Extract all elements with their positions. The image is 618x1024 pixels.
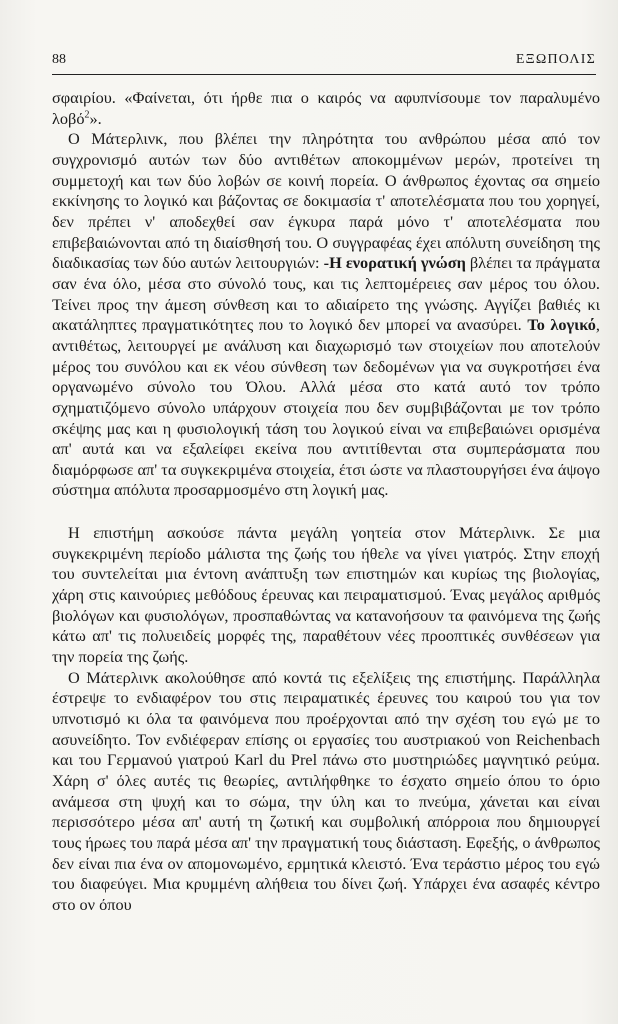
running-head: ΕΞΩΠΟΛΙΣ [515, 52, 596, 67]
page-header [52, 52, 596, 75]
paragraph-1-text: σφαιρίου. «Φαίνεται, ότι ήρθε πια ο καιρός να αφυπνίσουμε τον παραλυμένο λοβό [52, 88, 600, 128]
paragraph-2-part-2: βλέπει τα πράγματα σαν ένα όλο, μέσα στο σύνολό τους, και τις λεπτομέρειες σαν μέρος του όλου. Τείνει προς την άμεση σύνθεση και το αδιαίρετο της γνώσης. Αγγίζει βαθιές κι ακατάληπτες πραγματικότητες που το λογικό δεν μπορεί να ανασύρει. [52, 253, 600, 335]
footnote-marker: 2 [84, 109, 90, 121]
paragraph-1 [52, 88, 600, 129]
bold-term-intuitive-knowledge: -Η ενορατική γνώση [323, 253, 466, 273]
paragraph-4: Ο Μάτερλινκ ακολούθησε από κοντά τις εξελίξεις της επιστήμης. Παράλληλα έστρεψε το ενδιαφέρον του στις πειραματικές έρευνες του καιρού του για τον υπνοτισμό κι όλα τα φαινόμενα που προέρχονται από την σχέση του εγώ με το ασυνείδητο. Τον ενδιέφεραν επίσης οι εργασίες του αυστριακού von Reichenbach και του Γερμανού γιατρού Karl du Prel πάνω στο μυστηριώδες μαγνητικό ρεύμα. Χάρη σ' όλες αυτές τις θεωρίες, αντιλήφθηκε το έσχατο σημείο όπου το όριο ανάμεσα στη ψυχή και το σώμα, την ύλη και το πνεύμα, χάνεται και είναι περισσότερο μέσα απ' αυτή τη ζωτική και συμβολική απόρροια που δημιουργεί τους ήρωες του παρά μέσα απ' την πραγματική τους διάσταση. Εφεξής, ο άνθρωπος δεν είναι πια ένα ον απομονωμένο, ερμητικά κλειστό. Ένα τεράστιο μέρος του εγώ του διαφεύγει. Μια κρυμμένη αλήθεια του δίνει ζωή. Υπάρχει ένα ασαφές κέντρο στο ον όπου [52, 667, 600, 914]
bold-term-logic: Το λογικό [527, 315, 596, 335]
paragraph-2 [52, 129, 600, 501]
body-text [52, 88, 600, 916]
page-number: 88 [52, 52, 66, 67]
paragraph-2-part-1: Ο Μάτερλινκ, που βλέπει την πληρότητα του ανθρώπου μέσα από τον συγχρονισμό αυτών των δύο αντιθέτων αποκομμένων μερών, προτείνει τη συμμετοχή και των δύο λοβών σε κοινή πορεία. Ο άνθρωπος έχοντας σα σημείο εκκίνησης το λογικό και βάζοντας σε δοκιμασία τ' αποτελέσματα που του χορηγεί, δεν πρέπει ν' αποδεχθεί σαν έγκυρα παρά μόνο τ' αποτελέσματα που επιβεβαιώνονται από τη διαίσθησή του. Ο συγγραφέας έχει απόλυτη συνείδηση της διαδικασίας των δύο αυτών λειτουργιών: [52, 129, 600, 273]
paragraph-3: Η επιστήμη ασκούσε πάντα μεγάλη γοητεία στον Μάτερλινκ. Σε μια συγκεκριμένη περίοδο μάλιστα της ζωής του ήθελε να γίνει γιατρός. Στην εποχή του συντελείται μια έντονη ανάπτυξη των επιστημών και κυρίως της βιολογίας, χάρη στις καινούριες μεθόδους έρευνας και πειραματισμού. Ένας μεγάλος αριθμός βιολόγων και φυσιολόγων, προσπαθώντας να κατανοήσουν τα φαινόμενα της ζωής κάτω απ' τις πολυειδείς μορφές της, παραθέτουν νέες προοπτικές συνθέσεων για την πορεία της ζωής. [52, 523, 600, 667]
paragraph-2-part-3: , αντιθέτως, λειτουργεί με ανάλυση και διαχωρισμό των στοιχείων που αποτελούν μέρος του συνόλου και εκ νέου σύνθεση των δεδομένων για να συγκροτήσει ένα οργανωμένο σύνολο του Όλου. Αλλά μέσα στο κατά αυτό τον τρόπο σχηματιζόμενο σύνολο υπάρχουν στοιχεία που δεν συμβιβάζονται με τον τρόπο σκέψης μας και η φυσιολογική τάση του λογικού είναι να επιβεβαιώνει ορισμένα απ' αυτά και να εξαλείφει εκείνα που αντιτίθενται στα συμπεράσματα που διαμόρφωσε απ' τα συγκεκριμένα στοιχεία, έτσι ώστε να πλαστουργήσει ένα άψογο σύστημα απόλυτα προσαρμοσμένο στη λογική μας. [52, 315, 600, 500]
paragraph-1-tail: ». [89, 108, 102, 128]
